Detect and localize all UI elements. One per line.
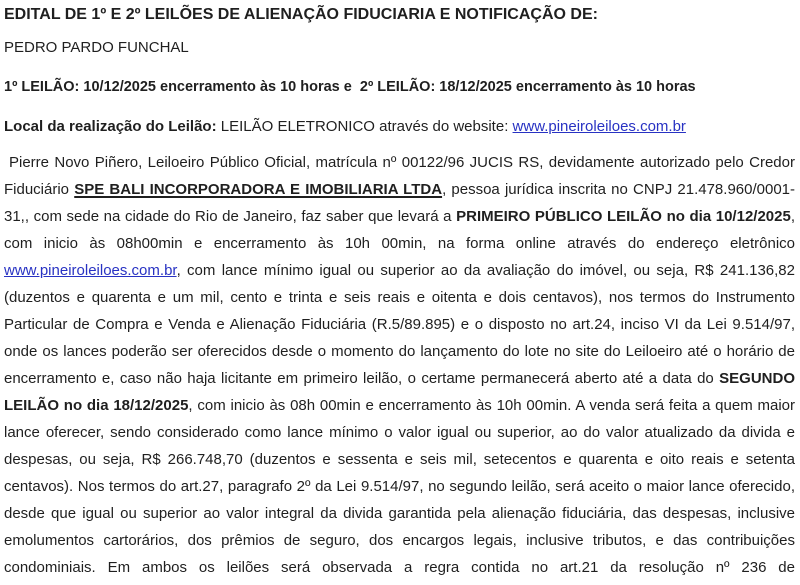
- auction-website-link[interactable]: www.pineiroleiloes.com.br: [512, 118, 686, 135]
- location-text: LEILÃO ELETRONICO através do website:: [216, 118, 513, 135]
- location-label: Local da realização do Leilão:: [4, 118, 217, 135]
- body-text-segment: SEGUNDO LEILÃO no dia 18/12/2025: [4, 370, 795, 414]
- document-title: EDITAL DE 1º E 2º LEILÕES DE ALIENAÇÃO FIDUCIARIA E NOTIFICAÇÃO DE:: [4, 6, 598, 23]
- body-text-segment: Pierre Novo Piñero, Leiloeiro Público Oficial, matrícula nº 00122/96 JUCIS RS, devidamente autorizado pelo Credor Fiduciário: [4, 154, 795, 198]
- body-text-segment: SPE BALI INCORPORADORA E IMOBILIARIA LTDA: [74, 181, 443, 198]
- auction-dates-line: 1º LEILÃO: 10/12/2025 encerramento às 10 horas e 2º LEILÃO: 18/12/2025 encerramento às 10 horas: [4, 79, 696, 95]
- body-website-link[interactable]: www.pineiroleiloes.com.br: [4, 262, 177, 279]
- body-text-segment: , pessoa jurídica inscrita no CNPJ 21.478.960/0001-31,, com sede na cidade do Rio de Janeiro, faz saber que levará a: [4, 181, 796, 225]
- notified-person-name: PEDRO PARDO FUNCHAL: [4, 39, 189, 56]
- auction-location-line: [4, 117, 795, 137]
- body-text-segment: , com lance mínimo igual ou superior ao da avaliação do imóvel, ou seja, R$ 241.136,82 (duzentos e quarenta e um mil, cento e trinta e seis reais e oitenta e dois centavos), nos termos do Instrumento Particular de Compra e Venda e Alienação Fiduciária (R.5/89.895) e o disposto no art.24, inciso VI da Lei 9.514/97, onde os lances poderão ser oferecidos desde o momento do lançamento do lote no site do Leiloeiro até o horário de encerramento e, caso não haja licitante em primeiro leilão, o certame permanecerá aberto até a data do: [4, 262, 795, 387]
- edital-body-paragraph: [4, 149, 795, 581]
- body-text-segment: , com inicio às 08h00min e encerramento às 10h 00min, na forma online através do endereço eletrônico: [4, 208, 795, 252]
- body-text-segment: , com inicio às 08h 00min e encerramento às 10h 00min. A venda será feita a quem maior lance oferecer, sendo considerado como lance mínimo o valor igual ou superior, ao do valor atualizado da divida e despesas, ou seja, R$ 266.748,70 (duzentos e sessenta e seis mil, setecentos e quarenta e oito reais e setenta centavos). Nos termos do art.27, paragrafo 2º da Lei 9.514/97, no segundo leilão, será aceito o maior lance oferecido, desde que igual ou superior ao valor integral da divida garantida pela alienação fiduciária, das despesas, inclusive emolumentos cartorários, dos prêmios de seguro, dos encargos legais, inclusive tributos, e das contribuições condominiais. Em ambos os leilões será observada a regra contida no art.21 da resolução nº 236 de: [4, 397, 795, 576]
- body-text-segment: PRIMEIRO PÚBLICO LEILÃO no dia 10/12/2025: [456, 208, 791, 225]
